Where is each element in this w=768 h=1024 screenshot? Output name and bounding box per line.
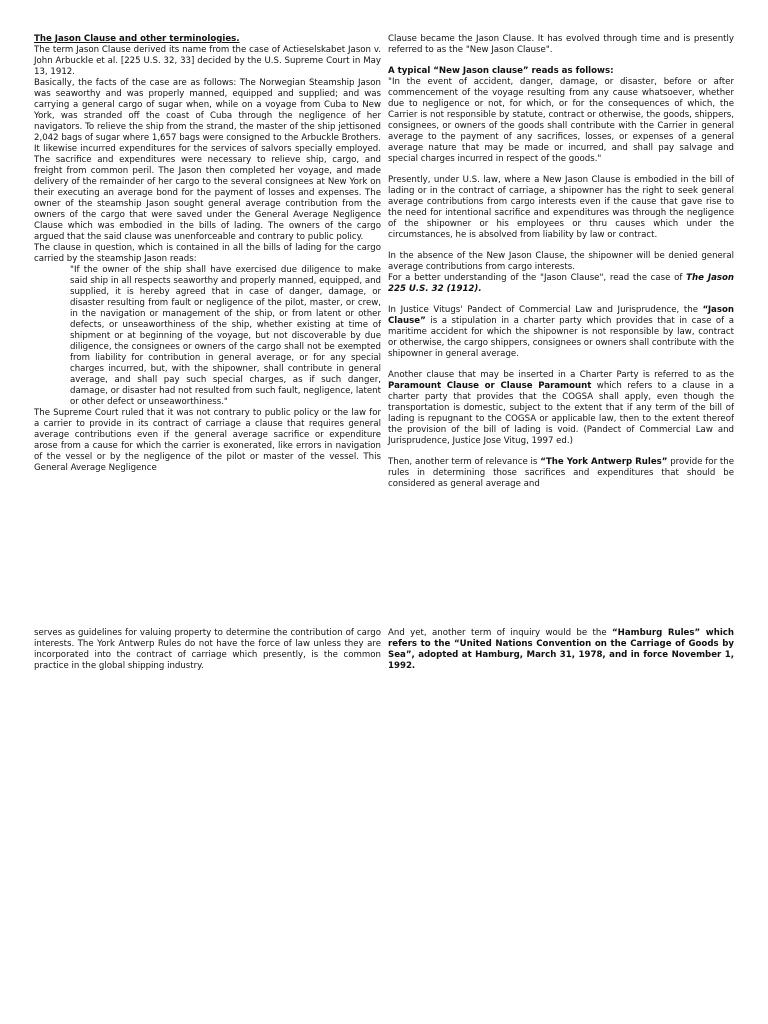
vitug-text-pre: In Justice Vitugs' Pandect of Commercial Law and Jurisprudence, the	[388, 305, 703, 315]
paramount-text-post: which refers to a clause in a charter party that provides that the COGSA shall apply, even though the transportation is domestic, subject to the extent that if any term of the bill of lading is repugnant to the COGSA or applicable law, then to the extent thereof the provision of the bill of lading is void. (Pandect of Commercial Law and Jurisprudence, Justice Jose Vitug, 1997 ed.)	[388, 381, 734, 446]
paramount-text-pre: Another clause that may be inserted in a Charter Party is referred to as the	[388, 370, 734, 380]
york-text-post: provide for the rules in determining those sacrifices and expenditures that should be considered as general average and	[388, 457, 734, 489]
vitug-text-post: is a stipulation in a charter party which provides that in case of a maritime accident for which the shipowner is not responsible by law, contract or otherwise, the cargo shippers, consignees or owners shall contribute with the shipowner in general average.	[388, 316, 734, 359]
new-jason-heading: A typical “New Jason clause” reads as follows:	[388, 66, 614, 76]
paramount-term: Paramount Clause or Clause Paramount	[388, 381, 592, 391]
paragraph-clause-intro: The clause in question, which is contained in all the bills of lading for the cargo carried by the steamship Jason reads:	[34, 243, 381, 264]
case-citation: The Jason 225 U.S. 32 (1912).	[388, 273, 735, 294]
paragraph-case-ref	[388, 273, 734, 295]
york-text-pre: Then, another term of relevance is	[388, 457, 541, 467]
bottom-left-column	[34, 628, 381, 672]
paragraph-york-antwerp	[388, 457, 734, 490]
paragraph-us-law: Presently, under U.S. law, where a New Jason Clause is embodied in the bill of lading or in the contract of carriage, a shipowner has the right to seek general average contributions from cargo interests even if the cause that gave rise to the need for intentional sacrifice and expenditures was through the negligence of the shipowner or his employees or thru causes which under the circumstances, he is absolved from liability by law or contract.	[388, 175, 734, 240]
paragraph-ruling: The Supreme Court ruled that it was not contrary to public policy or the law for a carrier to provide in its contract of carriage a clause that requires general average contributions even if the general average sacrifice or expenditure arose from a cause for which the carrier is exonerated, like errors in navigation of the vessel or by the negligence of the pilot or master of the vessel. This General Average Negligence	[34, 408, 381, 473]
case-ref-text: For a better understanding of the "Jason Clause", read the case of	[388, 273, 687, 283]
paragraph-guidelines: serves as guidelines for valuing property to determine the contribution of cargo interests. The York Antwerp Rules do not have the force of law unless they are incorporated into the contract of carriage which presently, is the common practice in the global shipping industry.	[34, 628, 381, 671]
paragraph-origin: The term Jason Clause derived its name from the case of Actieselskabet Jason v. John Arbuckle et al. [225 U.S. 32, 33] decided by the U.S. Supreme Court in May 13, 1912.	[34, 45, 381, 77]
hamburg-text-pre: And yet, another term of inquiry would be the	[388, 628, 612, 638]
paragraph-vitug	[388, 305, 734, 360]
paragraph-absence: In the absence of the New Jason Clause, the shipowner will be denied general average contributions from cargo interests.	[388, 251, 734, 272]
paragraph-paramount	[388, 370, 734, 447]
clause-quote: "If the owner of the ship shall have exercised due diligence to make said ship in all respects seaworthy and properly manned, equipped, and supplied, it is hereby agreed that in case of danger, damage, or disaster resulting from fault or negligence of the pilot, master, or crew, in the navigation or management of the ship, or from latent or other defects, or unseaworthiness of the ship, whether existing at time of shipment or at beginning of the voyage, but not discoverable by due diligence, the consignees or owners of the cargo shall not be exempted from liability for contribution in general average, or for any special charges incurred, but, with the shipowner, shall contribute in general average, and shall pay such special charges, as if such danger, damage, or disaster had not resulted from such fault, negligence, latent or other defect or unseaworthiness."	[70, 265, 381, 407]
top-right-column	[388, 34, 734, 490]
york-antwerp-term: “The York Antwerp Rules”	[540, 457, 668, 467]
paragraph-hamburg	[388, 628, 734, 672]
bottom-right-column	[388, 628, 734, 672]
paragraph-continuation: Clause became the Jason Clause. It has evolved through time and is presently referred to as the "New Jason Clause".	[388, 34, 734, 55]
hamburg-rules-term: “Hamburg Rules” which refers to the “United Nations Convention on the Carriage of Goods by Sea”, adopted at Hamburg, March 31, 1978, and in force November 1, 1992.	[388, 628, 734, 671]
jason-clause-term: “Jason Clause”	[388, 305, 734, 326]
section-heading: The Jason Clause and other terminologies.	[34, 34, 240, 44]
top-left-column	[34, 34, 381, 474]
new-jason-quote: "In the event of accident, danger, damage, or disaster, before or after commencement of the voyage resulting from any cause whatsoever, whether due to negligence or not, for which, or for the consequences of which, the Carrier is not responsible by statute, contract or otherwise, the goods, shippers, consignees, or owners of the goods shall contribute with the Carrier in general average to the payment of any sacrifices, losses, or expenses of a general average nature that may be made or incurred, and shall pay salvage and special charges incurred in respect of the goods."	[388, 77, 734, 164]
paragraph-facts: Basically, the facts of the case are as follows: The Norwegian Steamship Jason was seaworthy and was properly manned, equipped and supplied; and was carrying a general cargo of sugar when, while on a voyage from Cuba to New York, was stranded off the coast of Cuba through the negligence of her navigators. To relieve the ship from the strand, the master of the ship jettisoned 2,042 bags of sugar where 1,657 bags were consigned to the Arbuckle Brothers. It likewise incurred expenditures for the services of salvors specially employed. The sacrifice and expenditures were necessary to relieve ship, cargo, and freight from common peril. The Jason then completed her voyage, and made delivery of the remainder of her cargo to the several consignees at New York on their executing an average bond for the payment of losses and expenses. The owner of the steamship Jason sought general average contribution from the owners of the cargo that were saved under the General Average Negligence Clause which was embodied in the bills of lading. The owners of the cargo argued that the said clause was unenforceable and contrary to public policy.	[34, 78, 381, 242]
